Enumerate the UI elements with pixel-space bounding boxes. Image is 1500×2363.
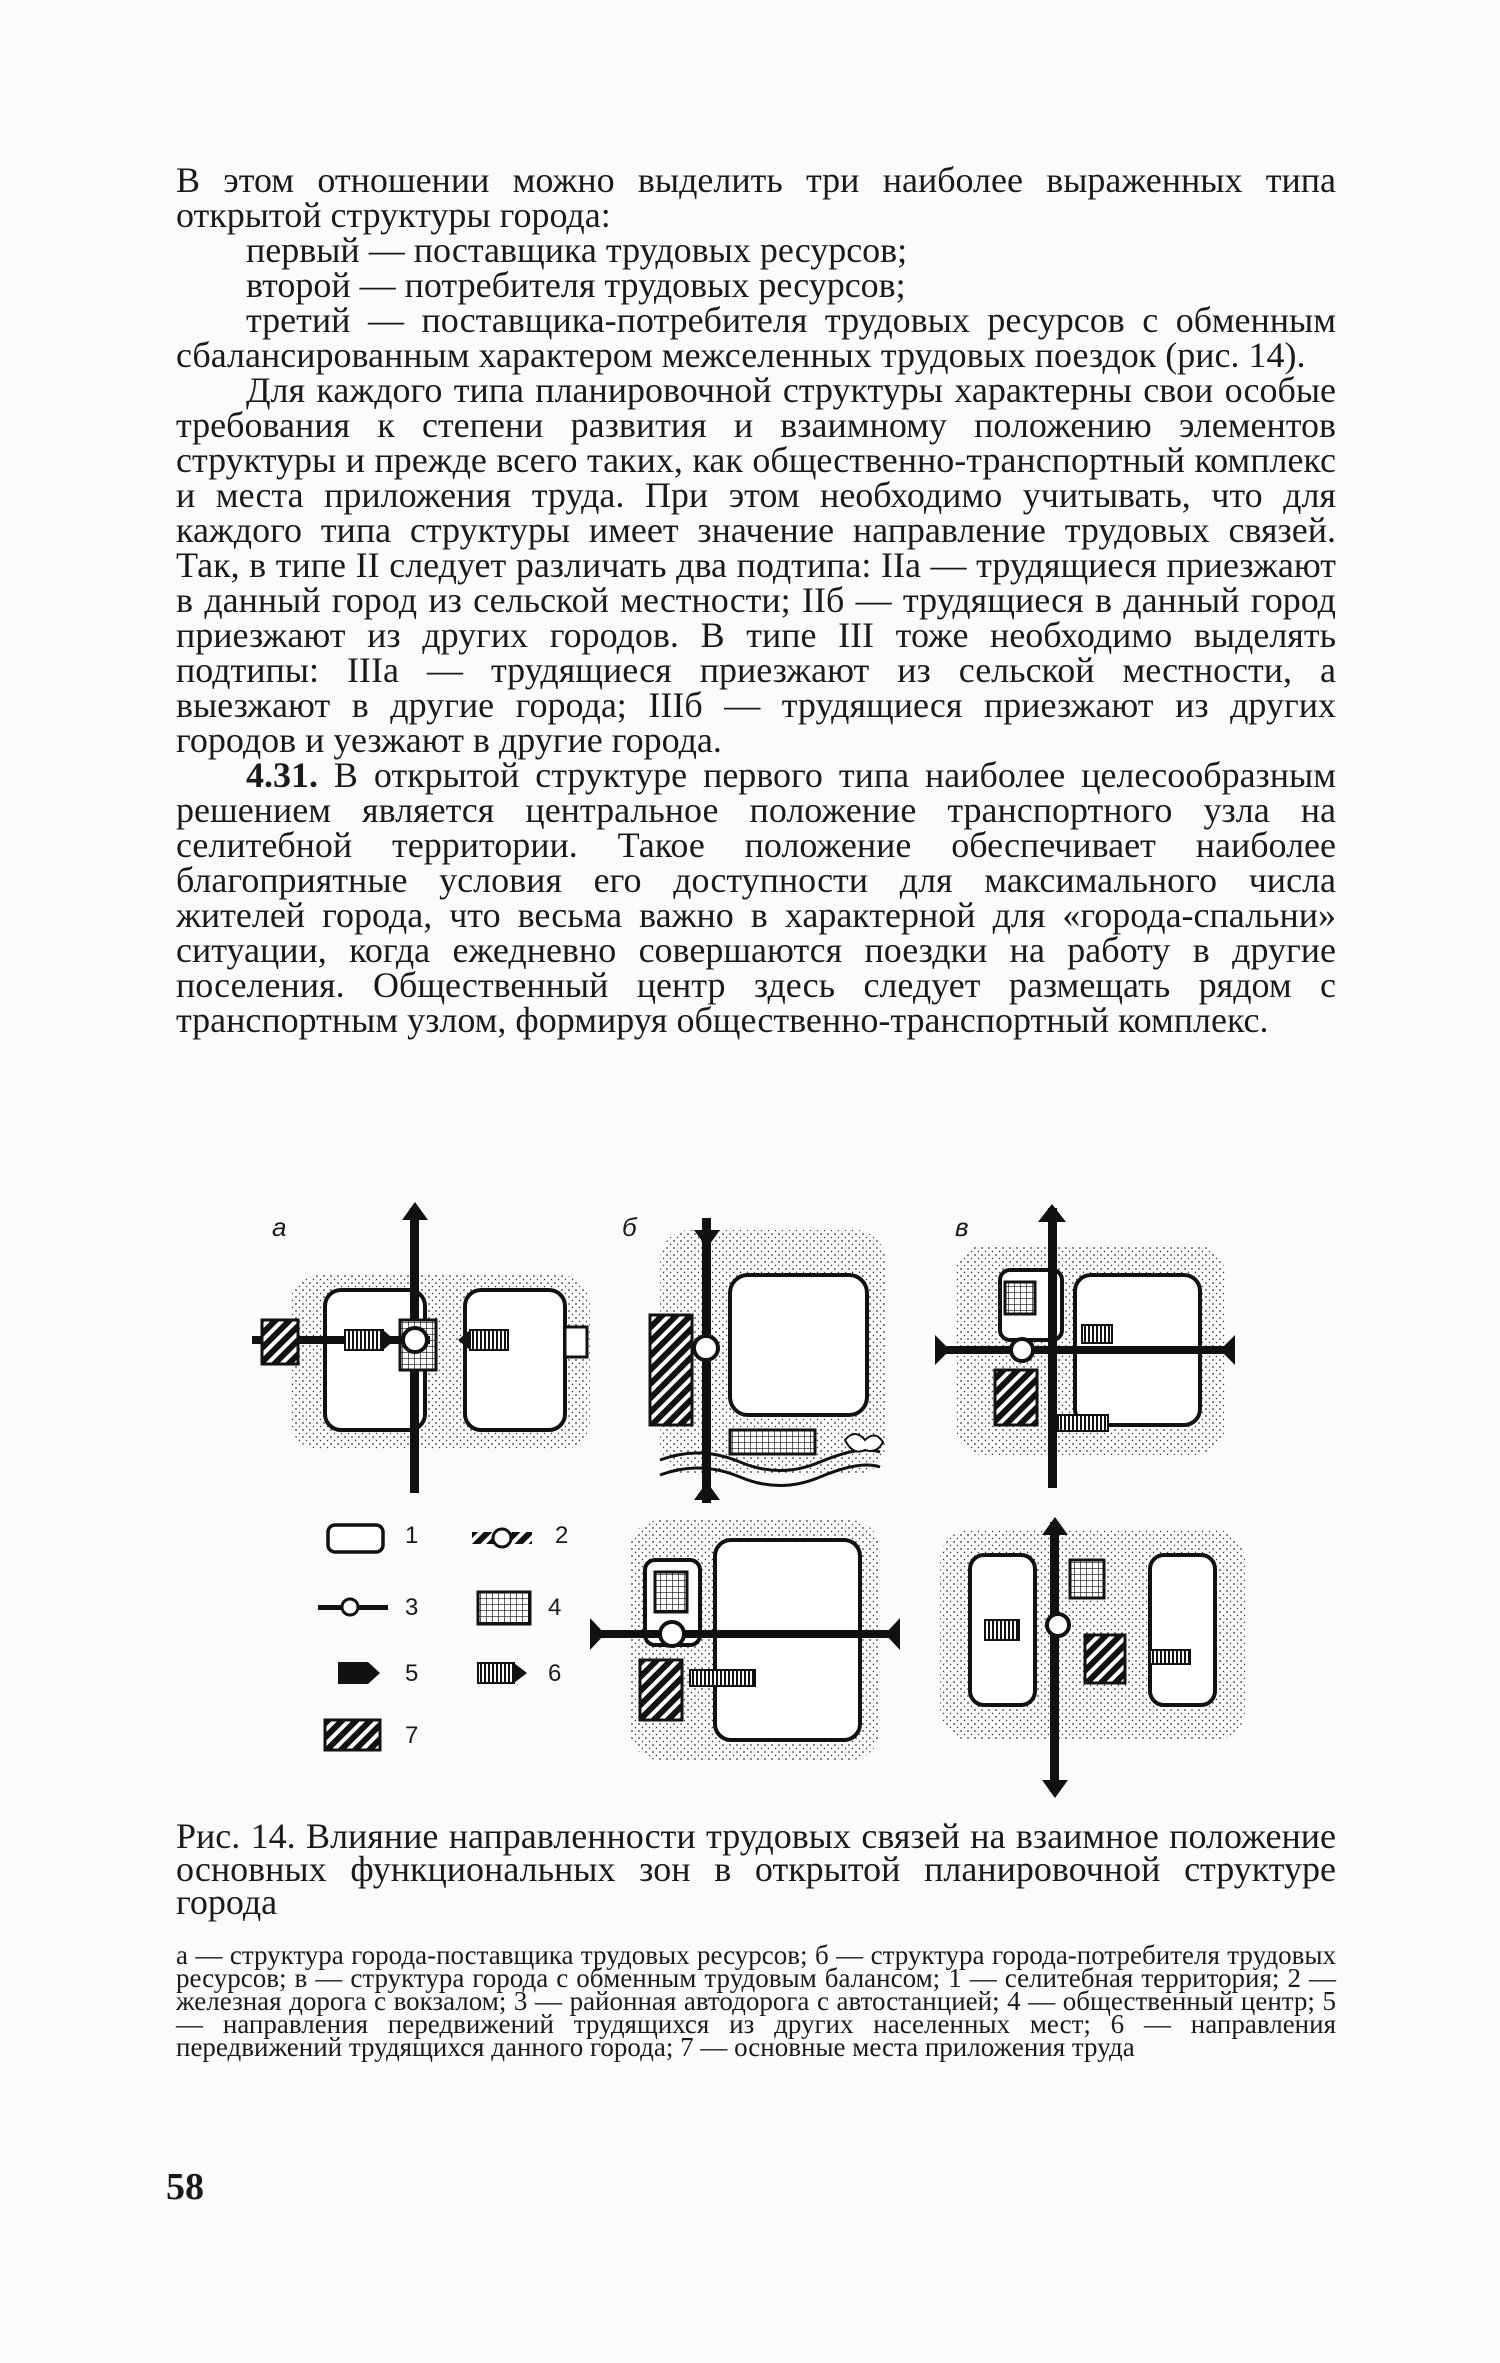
panel-label-v: в [955,1212,969,1242]
paragraph-intro: В этом отношении можно выделить три наиболее выраженных типа открытой структуры города: [176,160,1336,235]
legend-symbol-7 [325,1720,380,1750]
diagram-b [650,1218,885,1503]
list-item-type-3: третий — поставщика-потребителя трудовых ресурсов с обменным сбалансированным характером межселенных трудовых поездок (рис. 14). [176,300,1336,375]
diagram-a [252,1202,590,1493]
body-text [176,160,1337,1040]
section-text: В открытой структуре первого типа наиболее целесообразным решением является центральное положение транспортного узла на селитебной территории. Такое положение обеспечивает наиболее благоприятные условия его доступности для максимального числа жителей города, что весьма важно в характерной для «города-спальни» ситуации, когда ежедневно совершаются поездки на работу в другие поселения. Общественный центр здесь следует размещать рядом с транспортным узлом, формируя общественно-транспортный комплекс. [176,755,1337,1040]
figure-caption: Рис. 14. Влияние направленности трудовых связей на взаимное положение основных функциональных зон в открытой планировочной структуре города [176,1816,1336,1922]
diagram-v2 [940,1517,1245,1798]
list-item-type-1: первый — поставщика трудовых ресурсов; [246,230,908,270]
legend-num-5: 5 [405,1660,419,1687]
legend [318,1525,532,1750]
legend-symbol-6 [478,1663,527,1683]
section-number: 4.31. [246,755,318,795]
legend-symbol-2 [472,1529,532,1547]
figure-14 [0,1190,1500,1810]
legend-symbol-1 [328,1525,383,1552]
legend-symbol-3 [318,1599,388,1615]
legend-symbol-5 [338,1662,380,1684]
diagram-b2 [590,1520,900,1760]
panel-label-a: а [272,1212,287,1242]
legend-num-2: 2 [555,1522,569,1549]
legend-num-7: 7 [405,1722,419,1749]
legend-symbol-4 [478,1592,530,1624]
legend-num-4: 4 [548,1594,562,1621]
section-4-31 [176,755,1337,1040]
legend-num-1: 1 [405,1522,419,1549]
page-number: 58 [166,2166,204,2208]
diagram-v [935,1204,1235,1488]
figure-caption-legend: а — структура города-поставщика трудовых ресурсов; б — структура города-потребителя трудовых ресурсов; в — структура города с обменным трудовым балансом; 1 — селитебная территория; 2 — железная дорога с вокзалом; 3 — районная автодорога с автостанцией; 4 — общественный центр; 5 — направления передвижений трудящихся из других населенных мест; 6 — направления передвижений трудящихся данного города; 7 — основные места приложения труда [176,1940,1336,2062]
legend-num-3: 3 [405,1594,419,1621]
panel-label-b: б [622,1212,637,1242]
figure-diagrams [0,1190,1500,1810]
list-item-type-2: второй — потребителя трудовых ресурсов; [246,265,906,305]
legend-num-6: 6 [548,1660,562,1687]
paragraph-requirements: Для каждого типа планировочной структуры характерны свои особые требования к степени развития и взаимному положению элементов структуры и прежде всего таких, как общественно-транспортный комплекс и места приложения труда. При этом необходимо учитывать, что для каждого типа структуры имеет значение направление трудовых связей. Так, в типе II следует различать два подтипа: IIа — трудящиеся приезжают в данный город из сельской местности; IIб — трудящиеся в данный город приезжают из других городов. В типе III тоже необходимо выделять подтипы: IIIа — трудящиеся приезжают из сельской местности, а выезжают в другие города; IIIб — трудящиеся приезжают из других городов и уезжают в другие города. [176,370,1336,760]
